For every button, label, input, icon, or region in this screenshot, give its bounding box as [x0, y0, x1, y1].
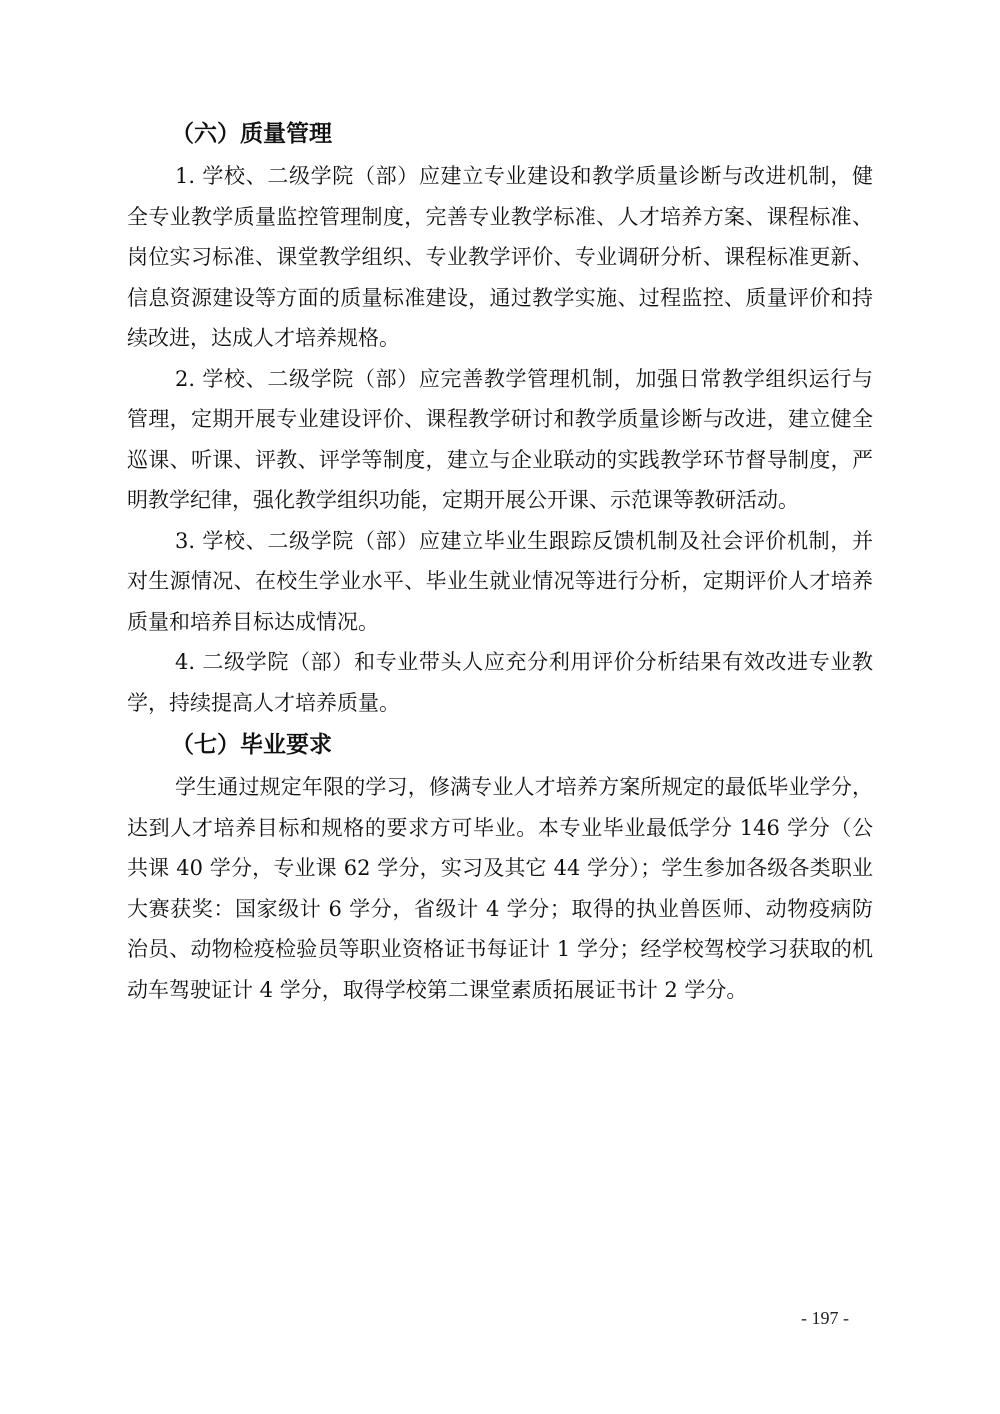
page-number: - 197 - [801, 1308, 849, 1328]
paragraph-graduation-1: 学生通过规定年限的学习，修满专业人才培养方案所规定的最低毕业学分，达到人才培养目标和规格的要求方可毕业。本专业毕业最低学分 146 学分（公共课 40 学分，专业课 62 学分，实习及其它 44 学分）；学生参加各级各类职业大赛获奖：国家级计 6 学分，省级计 4 学分；取得的执业兽医师、动物疫病防治员、动物检疫检验员等职业资格证书每证计 1 学分；经学校驾校学习获取的机动车驾驶证计 4 学分，取得学校第二课堂素质拓展证书计 2 学分。 [127, 775, 873, 1002]
paragraph-quality-1: 1. 学校、二级学院（部）应建立专业建设和教学质量诊断与改进机制，健全专业教学质量监控管理制度，完善专业教学标准、人才培养方案、课程标准、岗位实习标准、课堂教学组织、专业教学评价、专业调研分析、课程标准更新、信息资源建设等方面的质量标准建设，通过教学实施、过程监控、质量评价和持续改进，达成人才培养规格。 [127, 164, 873, 350]
paragraph-quality-2: 2. 学校、二级学院（部）应完善教学管理机制，加强日常教学组织运行与管理，定期开展专业建设评价、课程教学研讨和教学质量诊断与改进，建立健全巡课、听课、评教、评学等制度，建立与企业联动的实践教学环节督导制度，严明教学纪律，强化教学组织功能，定期开展公开课、示范课等教研活动。 [127, 366, 873, 512]
section-heading-graduation-requirements: （七）毕业要求 [171, 732, 332, 758]
section-heading-quality-management: （六）质量管理 [171, 121, 332, 147]
paragraph-quality-3: 3. 学校、二级学院（部）应建立毕业生跟踪反馈机制及社会评价机制，并对生源情况、在校生学业水平、毕业生就业情况等进行分析，定期评价人才培养质量和培养目标达成情况。 [127, 528, 873, 634]
page-content [127, 112, 873, 1010]
paragraph-quality-4: 4. 二级学院（部）和专业带头人应充分利用评价分析结果有效改进专业教学，持续提高人才培养质量。 [127, 650, 873, 715]
